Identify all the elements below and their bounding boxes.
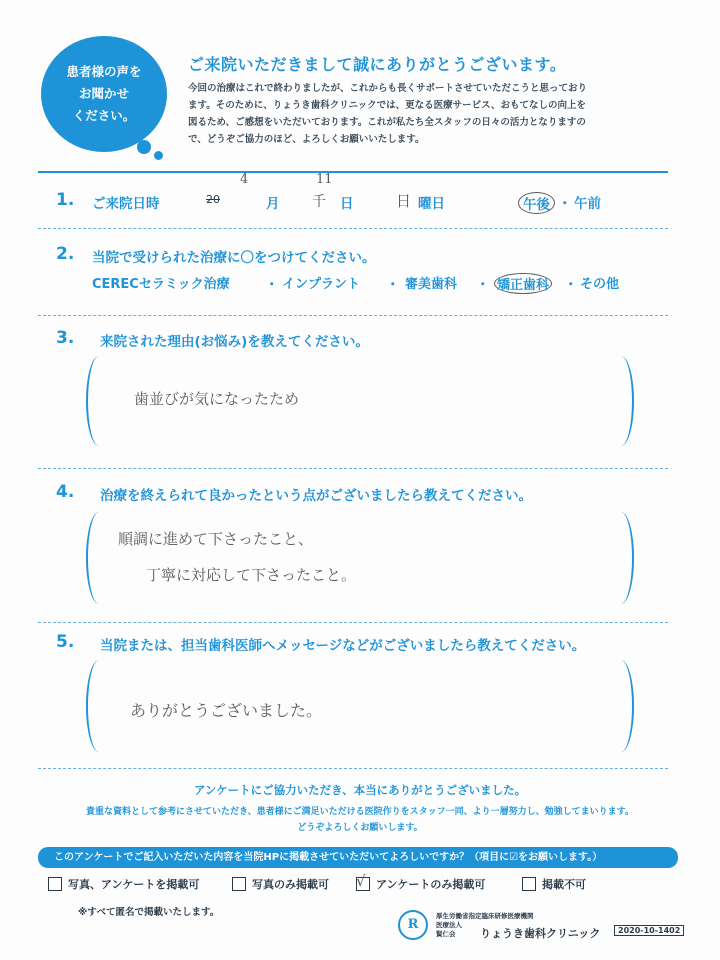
- intro-bubble: [41, 36, 167, 152]
- checkbox[interactable]: [522, 877, 536, 891]
- answer-message[interactable]: ありがとうございました。: [130, 701, 323, 720]
- answer-good-point-line[interactable]: 順調に進めて下さったこと、: [118, 530, 314, 548]
- clinic-subtitle-line: 厚生労働省指定臨床研修医療機関: [436, 912, 534, 920]
- consent-question: このアンケートでご記入いただいた内容を当院HPに掲載させていただいてよろしいですか？（項目に☑をお願いします。）: [38, 847, 678, 868]
- divider: [38, 468, 668, 469]
- treatment-separator: ・: [386, 277, 400, 293]
- treatment-option-other[interactable]: その他: [580, 277, 620, 292]
- footer-note: 貴重な資料として参考にさせていただき、患者様にご満足いただける医院作りをスタッフ一同、より一層努力し、勉強してまいります。: [86, 807, 634, 817]
- treatment-separator: ・: [476, 277, 490, 293]
- ampm-separator: ・: [558, 196, 572, 212]
- treatment-option-aesthetic[interactable]: 審美歯科: [405, 277, 458, 292]
- pm-option[interactable]: 午後: [518, 192, 555, 214]
- consent-option[interactable]: [356, 872, 486, 892]
- answer-bracket-left: [86, 512, 112, 604]
- thanks-message: アンケートにご協力いただき、本当にありがとうございました。: [193, 783, 527, 797]
- answer-good-point-line[interactable]: 丁寧に対応して下さったこと。: [146, 566, 357, 584]
- consent-option-label: 掲載不可: [542, 878, 586, 891]
- bubble-line: 患者様の声を: [66, 64, 142, 79]
- weekday-hand[interactable]: 日: [396, 192, 412, 210]
- answer-bracket-right: [608, 660, 634, 752]
- month-value[interactable]: 4: [240, 172, 249, 187]
- question-number: 5.: [56, 632, 75, 652]
- checkbox[interactable]: [356, 872, 370, 891]
- clinic-subtitle-line: 医療法人: [436, 921, 462, 929]
- answer-bracket-left: [86, 660, 112, 752]
- answer-bracket-right: [608, 356, 634, 446]
- bubble-line: ください。: [72, 108, 136, 123]
- treatment-option-implant[interactable]: インプラント: [282, 277, 361, 292]
- intro-line: で、どうぞご協力のほど、よろしくお願いいたします。: [188, 134, 425, 145]
- treatment-option-orthodontic[interactable]: 矯正歯科: [494, 273, 552, 294]
- day-label: 日: [340, 196, 354, 212]
- page-title: ご来院いただきまして誠にありがとうございます。: [188, 55, 567, 74]
- consent-option[interactable]: [522, 876, 586, 892]
- divider: [38, 768, 668, 769]
- question-number: 1.: [56, 190, 75, 210]
- footer-note: どうぞよろしくお願いします。: [297, 823, 423, 833]
- intro-line: 今回の治療はこれで終わりましたが、これからも長くサポートさせていただこうと思っており: [188, 83, 588, 94]
- checkbox[interactable]: [48, 877, 62, 891]
- intro-line: 図るため、ご感想をいただいております。これが私たち全スタッフの日々の活力となりますの: [188, 117, 586, 128]
- consent-option[interactable]: [232, 876, 329, 892]
- weekday-suffix: 曜日: [418, 196, 445, 212]
- answer-bracket-right: [608, 512, 634, 604]
- month-label: 月: [266, 196, 280, 212]
- checkbox[interactable]: [232, 877, 246, 891]
- check-icon: √: [356, 872, 366, 890]
- intro-line: ます。そのために、りょうき歯科クリニックでは、更なる医療サービス、おもてなしの向上を: [188, 100, 586, 111]
- question-number: 4.: [56, 482, 75, 502]
- clinic-subtitle-line: 賢仁会: [436, 930, 456, 938]
- month-hand: 千: [312, 194, 326, 210]
- year-struck: 20: [206, 193, 220, 206]
- divider: [38, 622, 668, 623]
- divider: [38, 315, 668, 316]
- day-value[interactable]: 11: [316, 172, 333, 187]
- answer-reason[interactable]: 歯並びが気になったため: [134, 390, 300, 408]
- form-code: 2020-10-1402: [614, 925, 684, 936]
- question-number: 2.: [56, 244, 75, 264]
- clinic-name: りょうき歯科クリニック: [480, 927, 601, 940]
- am-option[interactable]: 午前: [574, 196, 601, 212]
- divider: [38, 171, 668, 173]
- divider: [38, 228, 668, 229]
- consent-option-label: 写真、アンケートを掲載可: [68, 878, 200, 891]
- treatment-separator: ・: [265, 277, 279, 293]
- question-label: ご来院日時: [92, 196, 160, 212]
- bubble-tail-dot: [154, 151, 163, 160]
- question-number: 3.: [56, 328, 75, 348]
- anonymous-note: ※すべて匿名で掲載いたします。: [78, 907, 220, 918]
- answer-bracket-left: [86, 356, 112, 446]
- consent-option-label: アンケートのみ掲載可: [376, 878, 486, 891]
- intro-text: [188, 80, 688, 148]
- question-label: 当院または、担当歯科医師へメッセージなどがございましたら教えてください。: [100, 638, 586, 654]
- treatment-separator: ・: [564, 277, 578, 293]
- bubble-tail-dot: [137, 140, 151, 154]
- question-label: 来院された理由(お悩み)を教えてください。: [100, 334, 369, 350]
- treatment-option-cerec[interactable]: CERECセラミック治療: [92, 277, 230, 292]
- clinic-logo: R: [398, 910, 428, 940]
- bubble-line: お聞かせ: [78, 86, 129, 101]
- question-label: 治療を終えられて良かったという点がございましたら教えてください。: [100, 488, 532, 504]
- consent-option-label: 写真のみ掲載可: [252, 878, 329, 891]
- consent-option[interactable]: [48, 876, 199, 892]
- question-label: 当院で受けられた治療に〇をつけてください。: [92, 250, 376, 266]
